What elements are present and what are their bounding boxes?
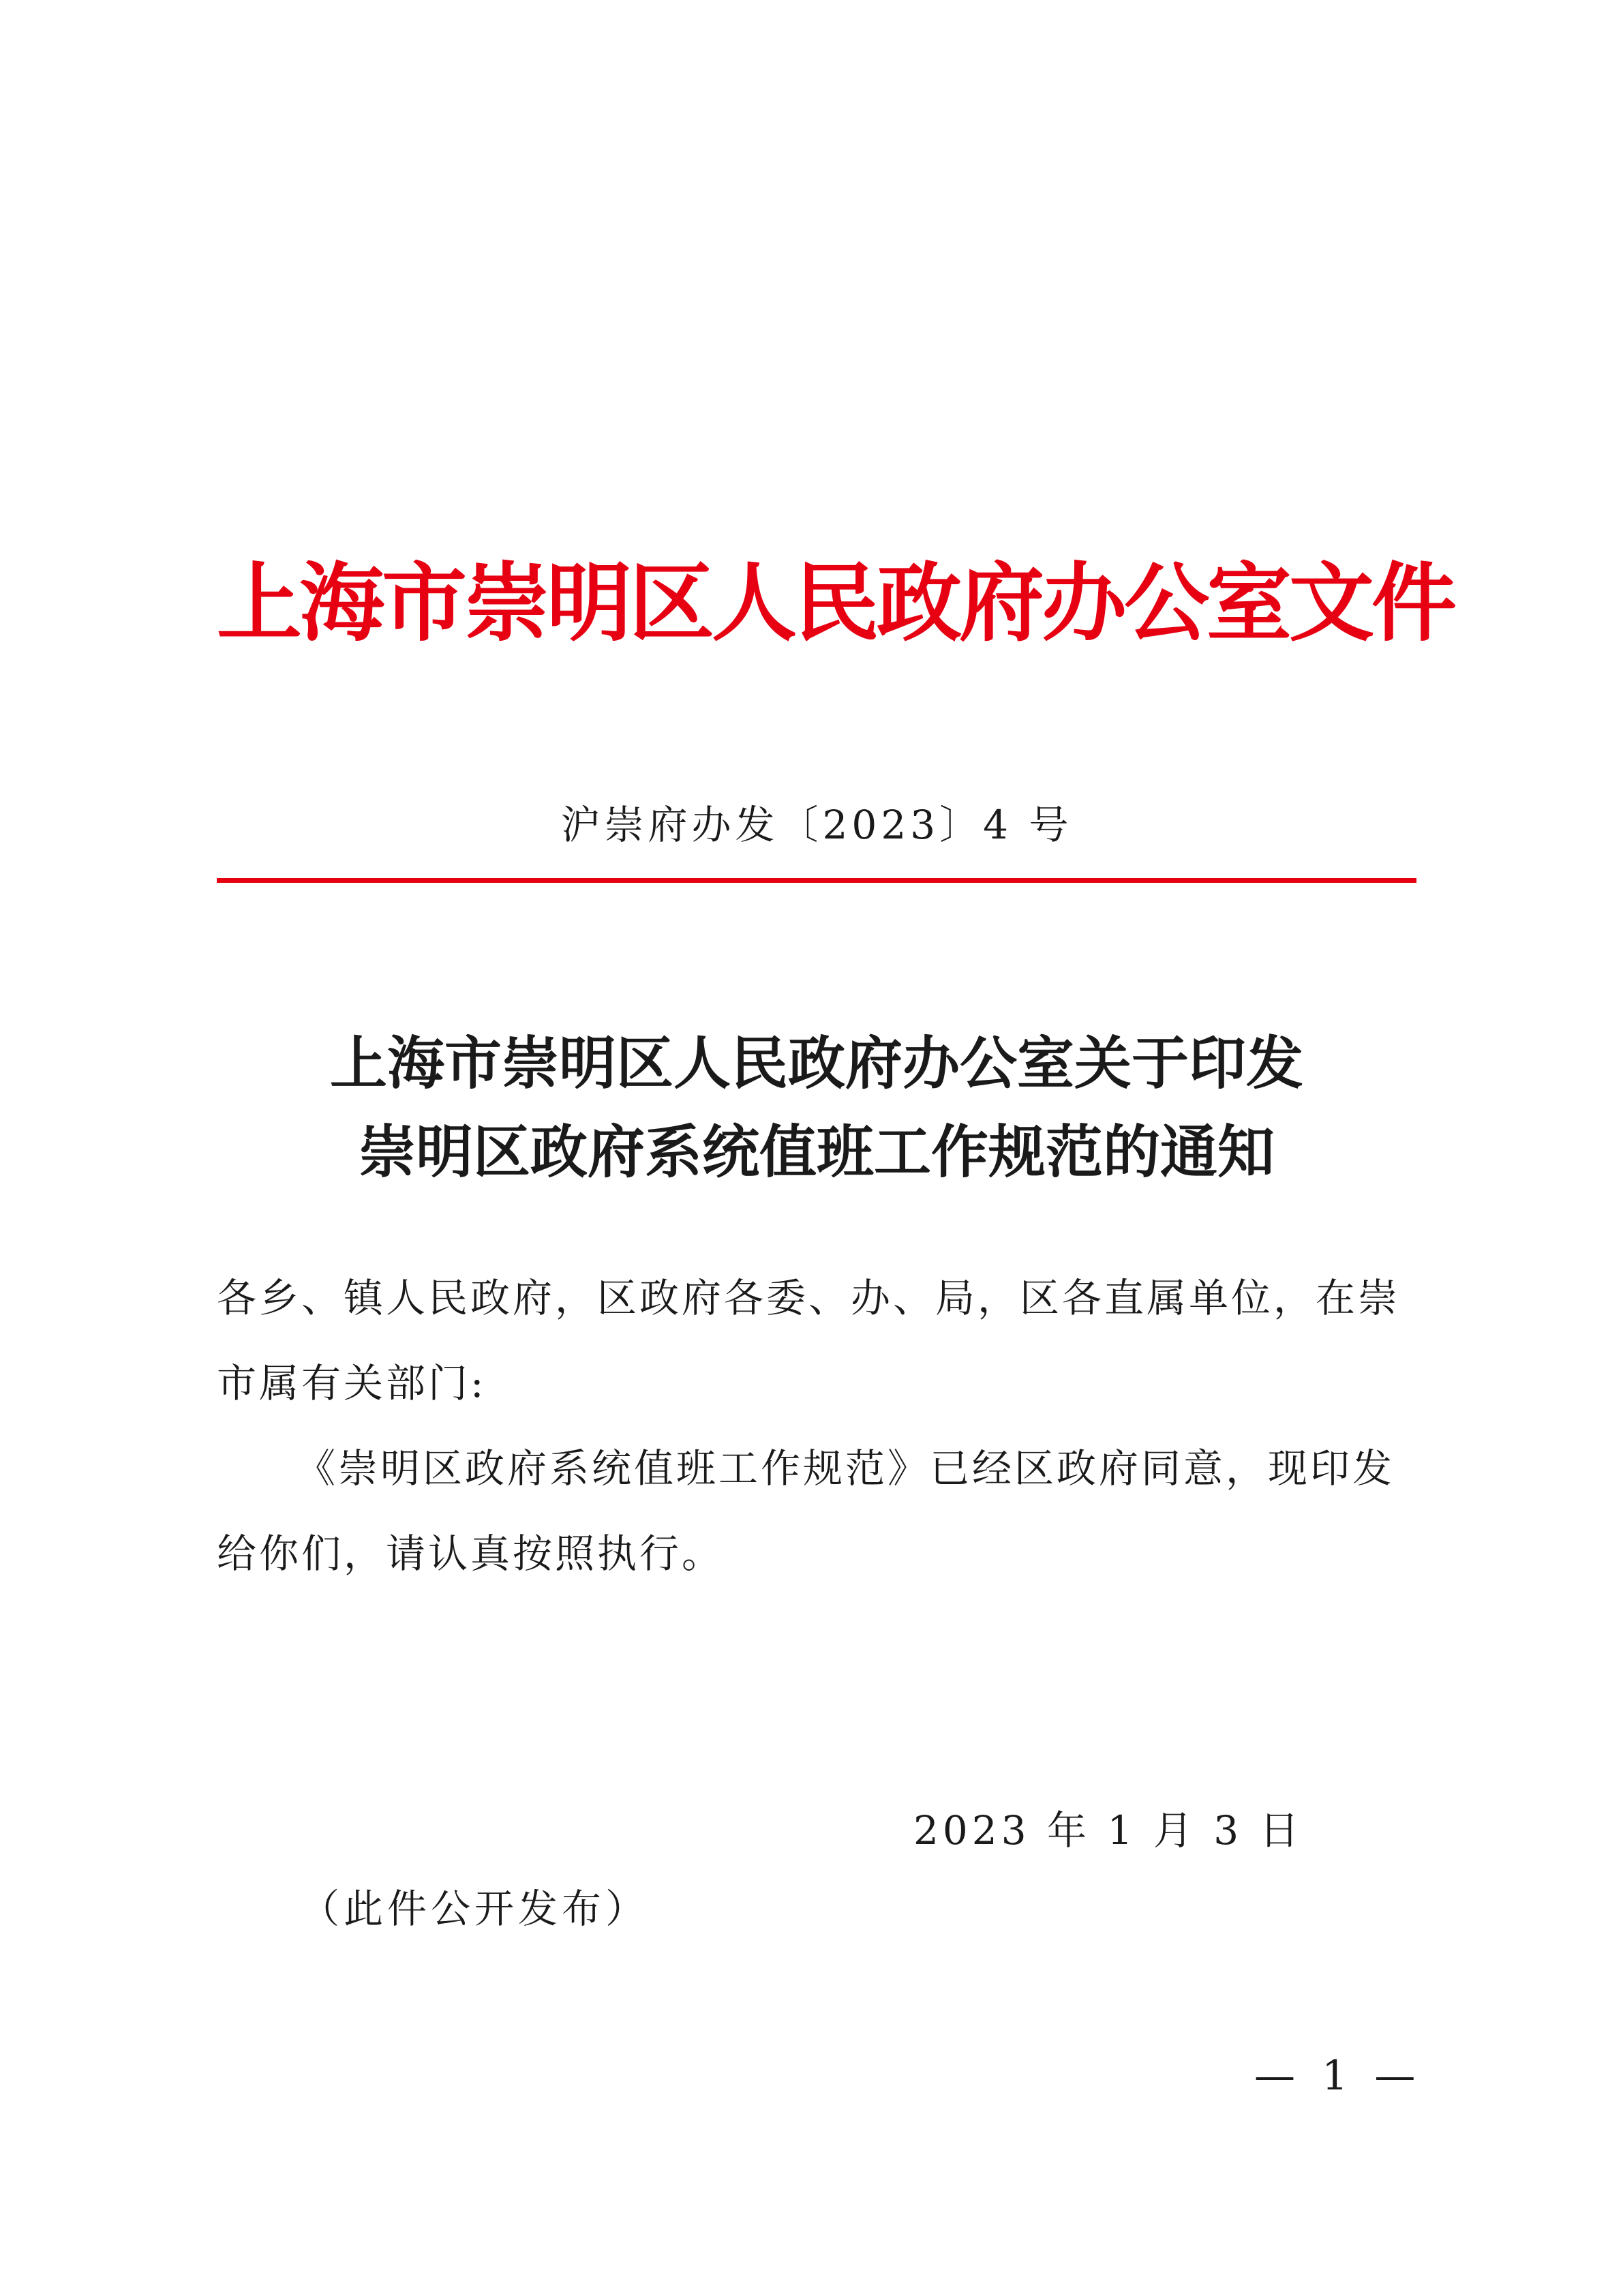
- body-line-2: 给你们，请认真按照执行。: [217, 1530, 725, 1577]
- notice-title-line-2: 崇明区政府系统值班工作规范的通知: [358, 1118, 1275, 1185]
- disclosure-note: （此件公开发布）: [300, 1886, 650, 1932]
- body-paragraph: [217, 1426, 1416, 1597]
- notice-title-line-1: 上海市崇明区人民政府办公室关于印发: [329, 1029, 1303, 1097]
- red-divider-line: [217, 878, 1416, 883]
- addressee-line-2: 市属有关部门:: [217, 1360, 487, 1406]
- notice-title: [217, 1019, 1416, 1196]
- document-number: 沪崇府办发〔2023〕4 号: [560, 802, 1073, 848]
- body-line-1: 《崇明区政府系统值班工作规范》已经区政府同意，现印发: [296, 1445, 1395, 1492]
- page-number: — 1 —: [1254, 2052, 1423, 2100]
- masthead-title: 上海市崇明区人民政府办公室文件: [217, 554, 1454, 653]
- addressee-line-1: 各乡、镇人民政府，区政府各委、办、局，区各直属单位，在崇: [217, 1275, 1401, 1321]
- issue-date: 2023 年 1 月 3 日: [913, 1807, 1303, 1854]
- addressee-block: [217, 1256, 1416, 1426]
